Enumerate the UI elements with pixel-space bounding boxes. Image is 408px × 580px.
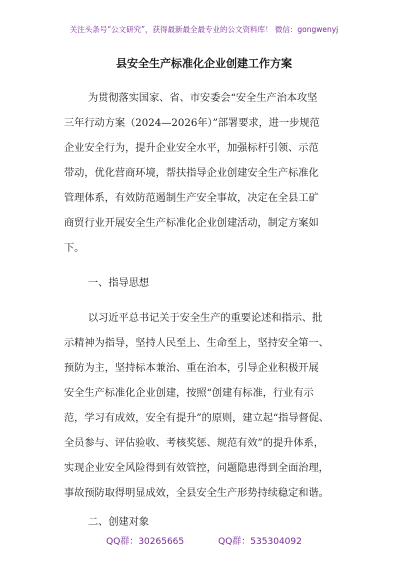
section1-line: 实现企业安全风险得到有效管控，问题隐患得到全面治理， xyxy=(64,463,329,474)
intro-line: 下。 xyxy=(64,243,85,254)
section1-line: 事故预防取得明显成效，全县安全生产形势持续稳定和谐。 xyxy=(64,488,329,499)
section1-line: 范，学习有成效，安全有提升”的原则，建立起“指导督促、 xyxy=(64,413,330,424)
intro-line: 企业安全行为，提升企业安全水平，加强标杆引领、示范 xyxy=(64,143,319,154)
intro-line: 带动，优化营商环境，帮扶指导企业创建安全生产标准化 xyxy=(64,168,319,179)
intro-line: 三年行动方案（2024—2026年）”部署要求，进一步规范 xyxy=(64,118,320,129)
section1-line: 以习近平总书记关于安全生产的重要论述和指示、批 xyxy=(88,313,323,324)
intro-line: 管理体系，有效防范遏制生产安全事故，决定在全县工矿 xyxy=(64,193,319,204)
section1-line: 全员参与、评估验收、考核奖惩、规范有效”的提升体系， xyxy=(64,438,324,449)
header-promo-note: 关注头条号“公文研究”，获得最新最全最专业的公文资料库！ 微信：gongwenyj xyxy=(69,25,339,34)
footer-qq-group-1: QQ群：30265665 xyxy=(106,537,185,547)
section-heading-guiding-ideology: 一、指导思想 xyxy=(88,278,150,289)
intro-line: 为贯彻落实国家、省、市安委会“安全生产治本攻坚 xyxy=(88,93,318,104)
section1-line: 安全生产标准化企业创建，按照“创建有标准，行业有示 xyxy=(64,388,314,399)
footer-qq-groups xyxy=(0,534,408,547)
document-title: 县安全生产标准化企业创建工作方案 xyxy=(116,57,292,70)
footer-qq-group-2: QQ群：535304092 xyxy=(218,537,302,547)
section1-line: 预防为主，坚持标本兼治、重在治本，引导企业积极开展 xyxy=(64,363,319,374)
intro-line: 商贸行业开展安全生产标准化企业创建活动，制定方案如 xyxy=(64,218,319,229)
section-heading-creation-targets: 二、创建对象 xyxy=(88,517,150,528)
section1-line: 示精神为指导，坚持人民至上、生命至上，坚持安全第一、 xyxy=(64,338,329,349)
